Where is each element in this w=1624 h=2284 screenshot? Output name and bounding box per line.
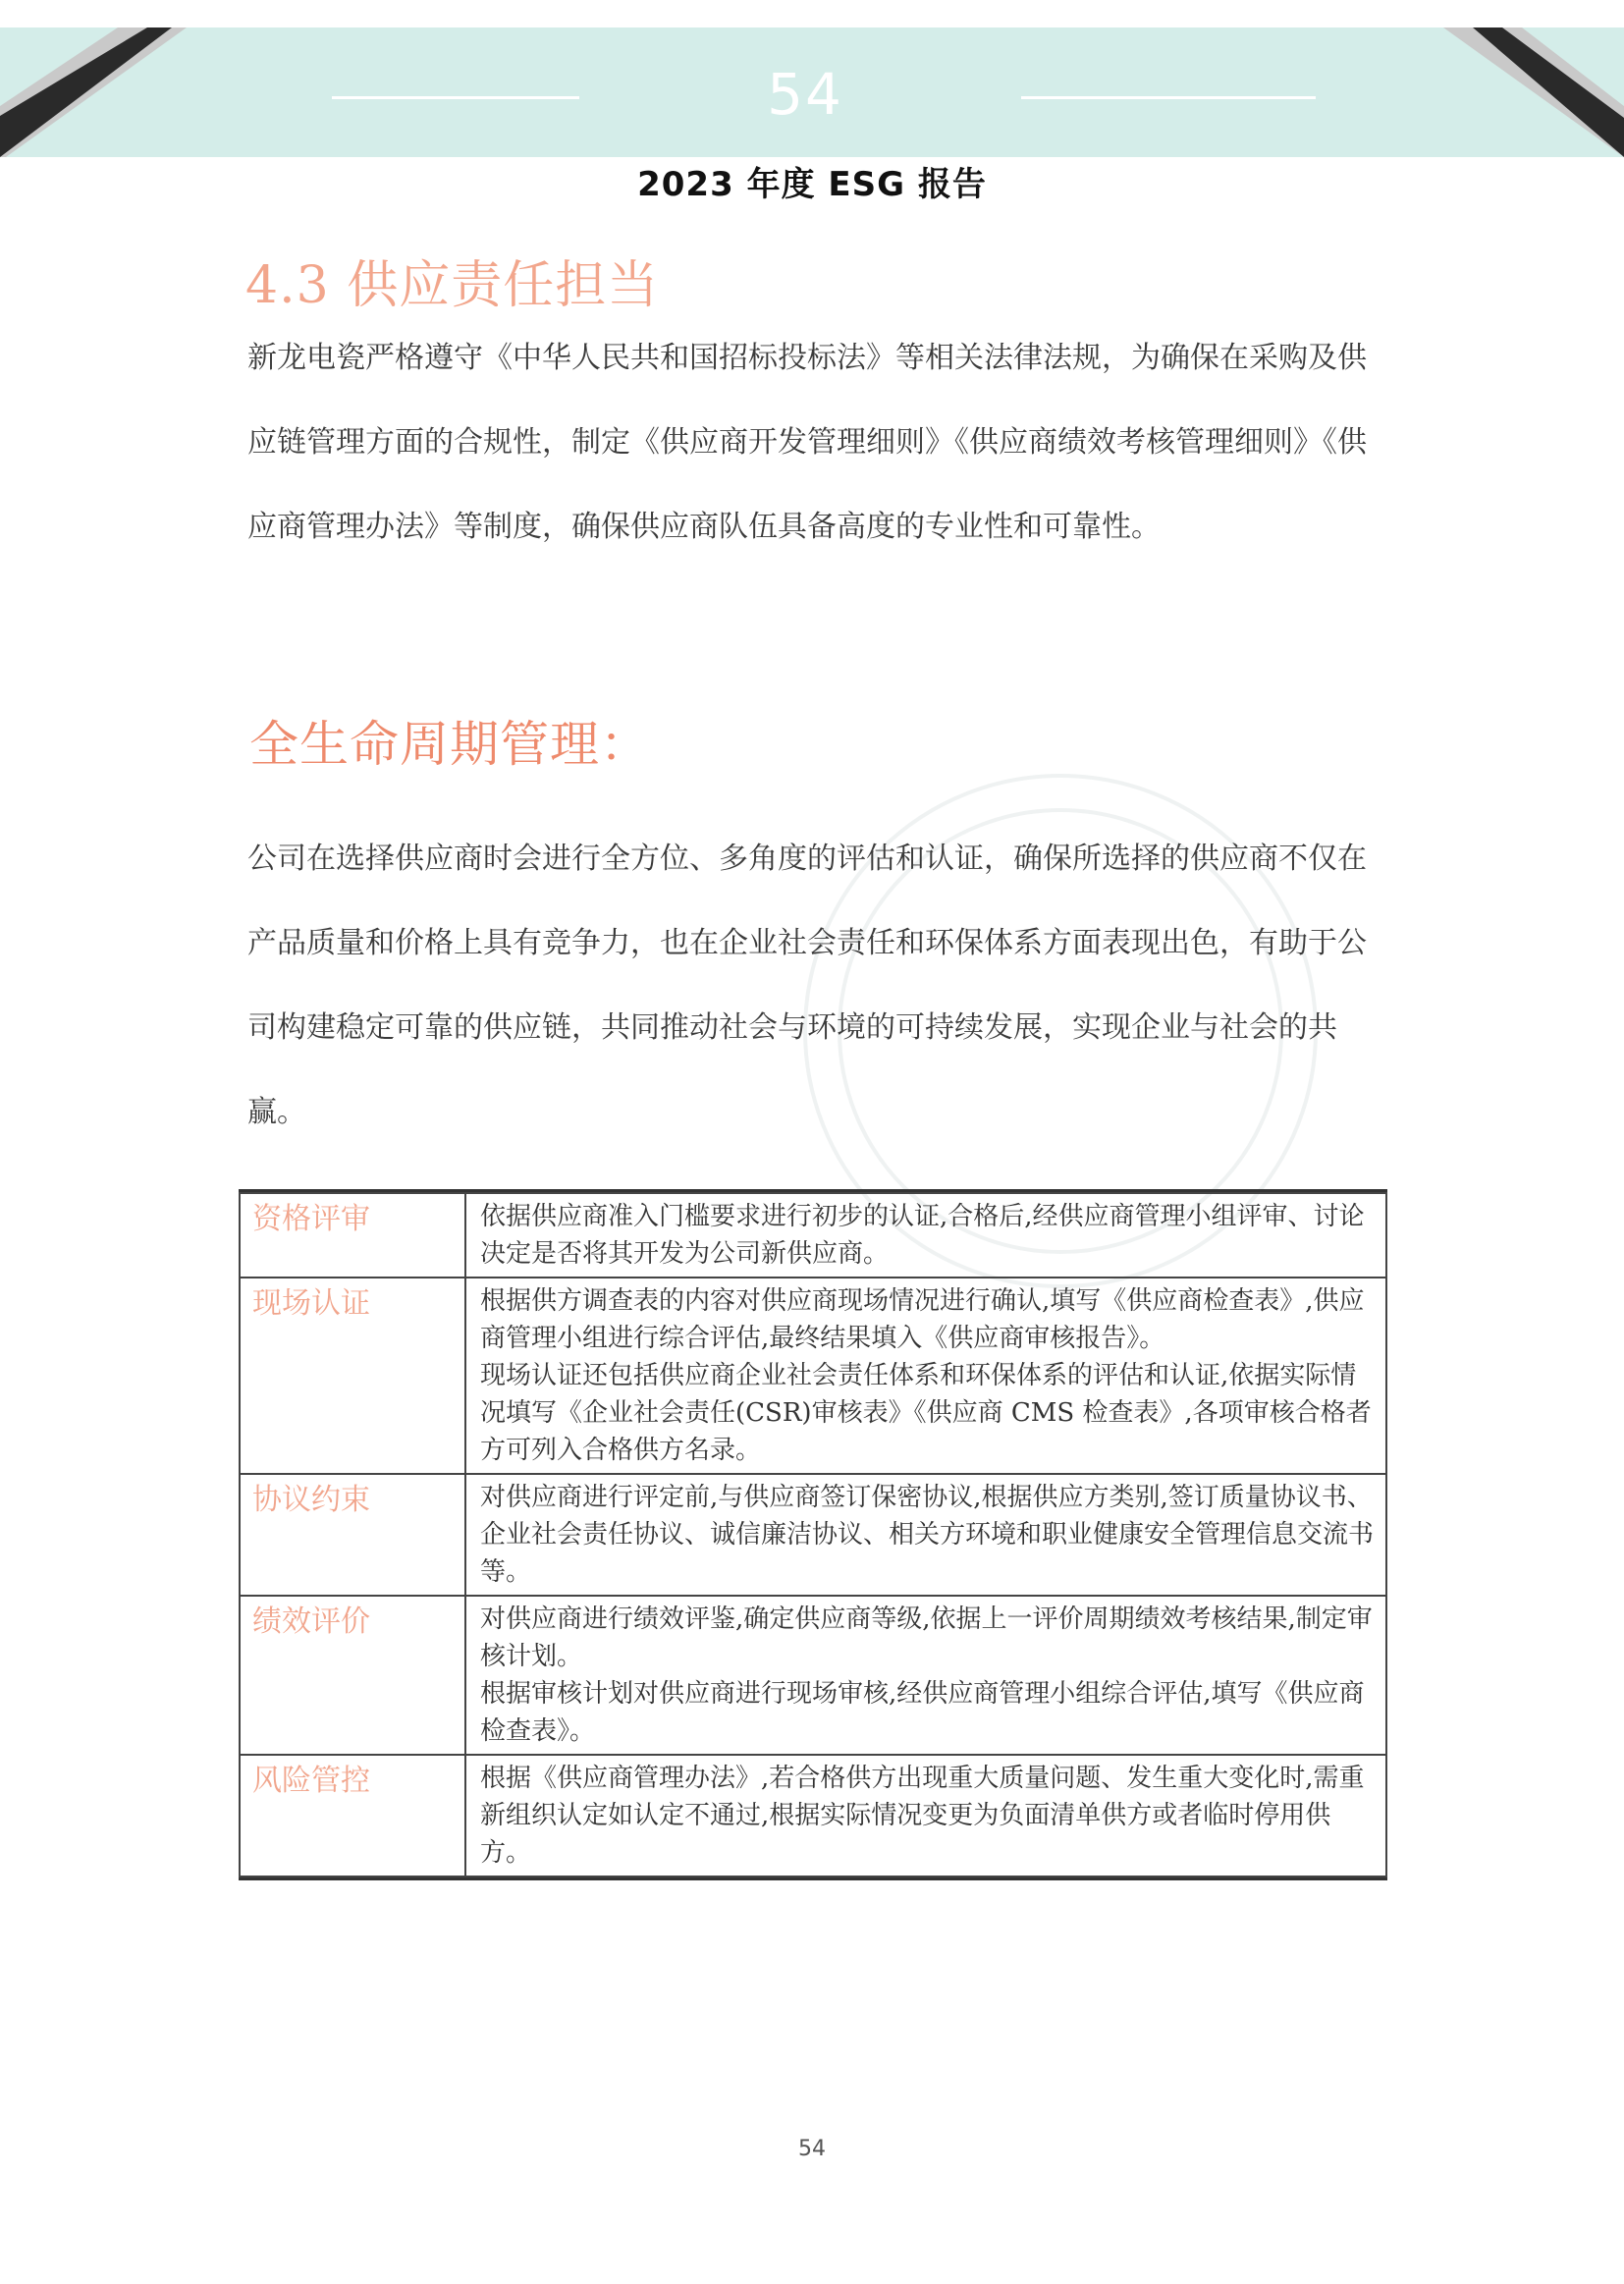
banner-rule-left <box>332 96 579 99</box>
row-content <box>465 1596 1386 1755</box>
section-paragraph: 新龙电瓷严格遵守《中华人民共和国招标投标法》等相关法律法规，为确保在采购及供应链管理方面的合规性，制定《供应商开发管理细则》《供应商绩效考核管理细则》《供应商管理办法》等制度，确保供应商队伍具备高度的专业性和可靠性。 <box>247 341 1367 544</box>
table-row <box>240 1278 1386 1474</box>
footer-page-number: 54 <box>798 2137 826 2161</box>
row-content <box>465 1474 1386 1596</box>
table-row <box>240 1474 1386 1596</box>
row-label: 现场认证 <box>240 1278 465 1474</box>
lifecycle-paragraph: 公司在选择供应商时会进行全方位、多角度的评估和认证，确保所选择的供应商不仅在产品质量和价格上具有竞争力，也在企业社会责任和环保体系方面表现出色，有助于公司构建稳定可靠的供应链，共同推动社会与环境的可持续发展，实现企业与社会的共赢。 <box>247 842 1367 1129</box>
row-text: 根据审核计划对供应商进行现场审核,经供应商管理小组综合评估,填写《供应商检查表》。 <box>480 1679 1365 1746</box>
row-text: 对供应商进行评定前,与供应商签订保密协议,根据供应方类别,签订质量协议书、企业社会责任协议、诚信廉洁协议、相关方环境和职业健康安全管理信息交流书等。 <box>480 1483 1375 1587</box>
row-label: 绩效评价 <box>240 1596 465 1755</box>
lifecycle-table <box>239 1189 1387 1880</box>
row-content <box>465 1755 1386 1876</box>
table-row <box>240 1596 1386 1755</box>
lifecycle-heading: 全生命周期管理： <box>249 716 650 773</box>
corner-ribbon-right <box>1414 27 1624 157</box>
row-text: 依据供应商准入门槛要求进行初步的认证,合格后,经供应商管理小组评审、讨论决定是否将其开发为公司新供应商。 <box>480 1202 1365 1269</box>
row-label: 风险管控 <box>240 1755 465 1876</box>
row-text: 现场认证还包括供应商企业社会责任体系和环保体系的评估和认证,依据实际情况填写《企业社会责任(CSR)审核表》《供应商 CMS 检查表》,各项审核合格者方可列入合格供方名录。 <box>480 1361 1372 1465</box>
row-content <box>465 1278 1386 1474</box>
corner-ribbon-left <box>0 27 216 157</box>
table-row <box>240 1755 1386 1876</box>
banner-page-number: 54 <box>767 61 843 128</box>
table-row <box>240 1193 1386 1278</box>
row-text: 根据供方调查表的内容对供应商现场情况进行确认,填写《供应商检查表》,供应商管理小组进行综合评估,最终结果填入《供应商审核报告》。 <box>480 1286 1365 1353</box>
row-text: 根据《供应商管理办法》,若合格供方出现重大质量问题、发生重大变化时,需重新组织认定如认定不通过,根据实际情况变更为负面清单供方或者临时停用供方。 <box>480 1764 1365 1868</box>
row-label: 资格评审 <box>240 1193 465 1278</box>
row-text: 对供应商进行绩效评鉴,确定供应商等级,依据上一评价周期绩效考核结果,制定审核计划。 <box>480 1604 1373 1671</box>
row-label: 协议约束 <box>240 1474 465 1596</box>
report-title: 2023 年度 ESG 报告 <box>637 165 987 204</box>
banner-rule-right <box>1021 96 1316 99</box>
row-content <box>465 1193 1386 1278</box>
section-heading: 4.3 供应责任担当 <box>245 256 660 315</box>
